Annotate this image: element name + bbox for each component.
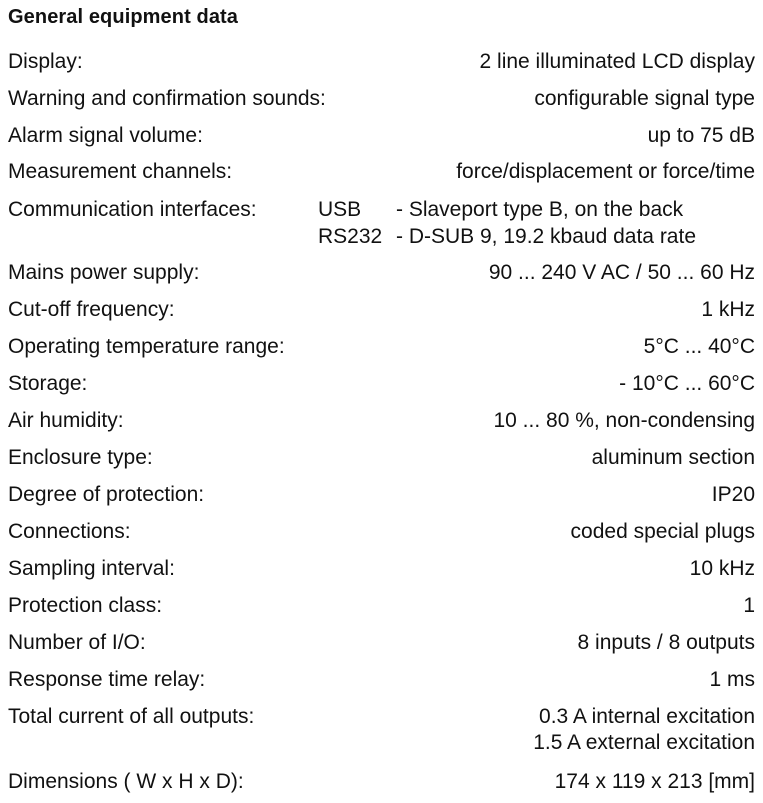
spec-value: - 10°C ... 60°C	[619, 372, 755, 395]
interface-name: USB	[318, 198, 362, 221]
spec-label: Dimensions ( W x H x D):	[8, 770, 244, 793]
spec-label: Degree of protection:	[8, 483, 205, 506]
spec-value: 5°C ... 40°C	[643, 335, 755, 358]
spec-value: configurable signal type	[534, 87, 755, 110]
interface-item-rs232	[318, 224, 755, 251]
spec-value: 10 ... 80 %, non-condensing	[493, 409, 755, 432]
spec-value-line: 1.5 A external excitation	[533, 731, 755, 754]
page-title: General equipment data	[8, 6, 239, 28]
spec-value: 90 ... 240 V AC / 50 ... 60 Hz	[488, 261, 755, 284]
spec-label: Mains power supply:	[8, 261, 200, 284]
spec-value: aluminum section	[591, 446, 755, 469]
spec-label: Communication interfaces:	[8, 198, 257, 221]
spec-value: coded special plugs	[570, 520, 755, 543]
spec-label: Sampling interval:	[8, 557, 175, 580]
spec-value: 10 kHz	[689, 557, 755, 580]
spec-label: Connections:	[8, 520, 131, 543]
spec-label: Number of I/O:	[8, 631, 146, 654]
interface-list	[318, 197, 755, 251]
spec-value	[533, 704, 755, 756]
spec-label: Enclosure type:	[8, 446, 153, 469]
spec-label: Alarm signal volume:	[8, 124, 203, 147]
spec-label: Operating temperature range:	[8, 335, 285, 358]
spec-value-line: 0.3 A internal excitation	[539, 705, 755, 728]
interface-item-usb	[318, 197, 755, 224]
spec-value: 2 line illuminated LCD display	[479, 50, 755, 73]
interface-name: RS232	[318, 225, 383, 248]
spec-label: Storage:	[8, 372, 88, 395]
spec-value: 174 x 119 x 213 [mm]	[554, 770, 755, 793]
spec-value: IP20	[711, 483, 755, 506]
spec-value: 8 inputs / 8 outputs	[577, 631, 755, 654]
spec-label: Air humidity:	[8, 409, 124, 432]
spec-label: Total current of all outputs:	[8, 705, 255, 728]
interface-desc: - Slaveport type B, on the back	[396, 198, 684, 221]
spec-value: 1	[743, 594, 755, 617]
spec-value: 1 kHz	[701, 298, 755, 321]
spec-label: Display:	[8, 50, 83, 73]
spec-label: Warning and confirmation sounds:	[8, 87, 326, 110]
spec-label: Measurement channels:	[8, 160, 233, 183]
spec-value: 1 ms	[709, 668, 755, 691]
spec-label: Response time relay:	[8, 668, 206, 691]
spec-value: force/displacement or force/time	[456, 160, 755, 183]
spec-value: up to 75 dB	[647, 124, 755, 147]
spec-label: Protection class:	[8, 594, 163, 617]
interface-desc: - D-SUB 9, 19.2 kbaud data rate	[396, 225, 696, 248]
spec-label: Cut-off frequency:	[8, 298, 175, 321]
